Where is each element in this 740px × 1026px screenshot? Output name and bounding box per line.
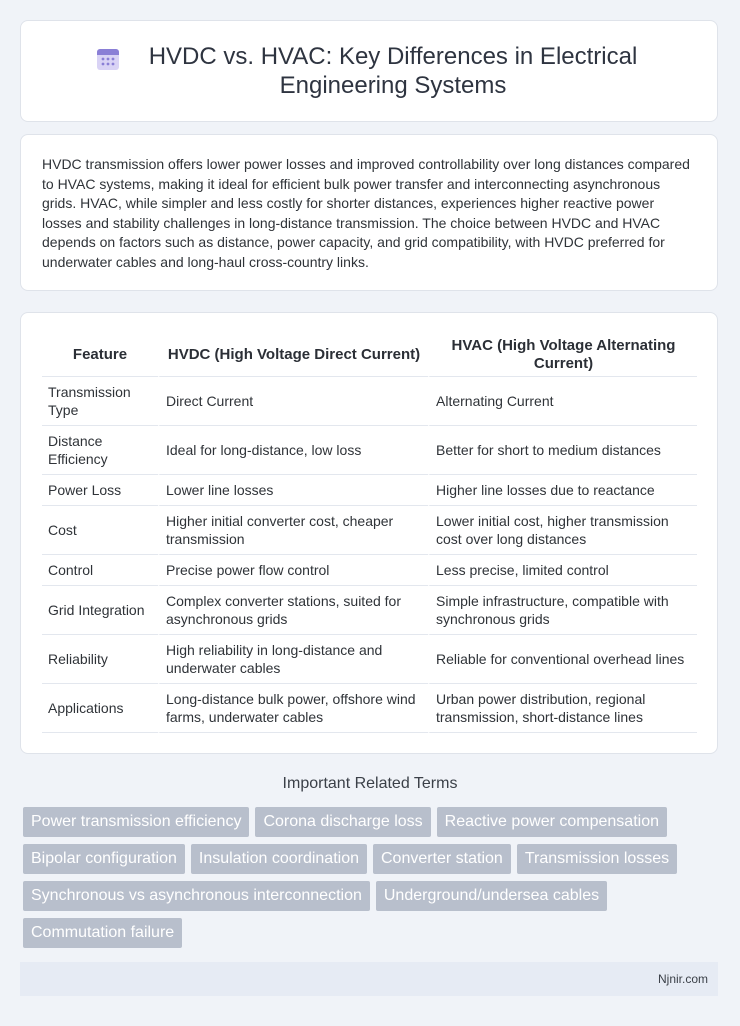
related-term-tag[interactable]: Underground/undersea cables [376, 881, 607, 911]
table-cell-feature: Reliability [42, 635, 158, 684]
table-header-hvdc: HVDC (High Voltage Direct Current) [158, 333, 428, 377]
title-wrap [95, 42, 643, 100]
table-cell-hvac: Reliable for conventional overhead lines [428, 635, 697, 684]
related-term-tag[interactable]: Transmission losses [517, 844, 677, 874]
related-term-tag[interactable]: Bipolar configuration [23, 844, 185, 874]
table-cell-hvac: Alternating Current [428, 377, 697, 426]
table-cell-hvdc: Precise power flow control [158, 555, 428, 586]
comparison-card [20, 312, 718, 754]
related-term-tag[interactable]: Synchronous vs asynchronous interconnection [23, 881, 370, 911]
table-cell-feature: Control [42, 555, 158, 586]
table-row [42, 684, 697, 733]
table-cell-feature: Distance Efficiency [42, 426, 158, 475]
table-header-row [42, 333, 697, 377]
table-cell-hvdc: High reliability in long-distance and underwater cables [158, 635, 428, 684]
title-card [20, 20, 718, 122]
related-term-tag[interactable]: Reactive power compensation [437, 807, 667, 837]
table-cell-feature: Applications [42, 684, 158, 733]
summary-text: HVDC transmission offers lower power losses and improved controllability over long distances compared to HVAC systems, making it ideal for efficient bulk power transfer and interconnecting asynchronous grids. HVAC, while simpler and less costly for shorter distances, experiences higher reactive power losses and stability challenges in long-distance transmission. The choice between HVDC and HVAC depends on factors such as distance, power capacity, and grid compatibility, with HVDC preferred for underwater cables and long-haul cross-country links. [42, 156, 690, 270]
table-cell-hvac: Less precise, limited control [428, 555, 697, 586]
table-cell-hvdc: Long-distance bulk power, offshore wind farms, underwater cables [158, 684, 428, 733]
related-term-tag[interactable]: Corona discharge loss [255, 807, 430, 837]
summary-card [20, 134, 718, 291]
table-cell-hvac: Simple infrastructure, compatible with synchronous grids [428, 586, 697, 635]
related-term-tag[interactable]: Insulation coordination [191, 844, 367, 874]
table-cell-feature: Grid Integration [42, 586, 158, 635]
related-terms-title: Important Related Terms [282, 775, 458, 792]
table-row [42, 377, 697, 426]
table-cell-hvdc: Higher initial converter cost, cheaper transmission [158, 506, 428, 555]
related-term-tag[interactable]: Commutation failure [23, 918, 182, 948]
table-header-hvac: HVAC (High Voltage Alternating Current) [428, 333, 697, 377]
related-terms-list [23, 807, 723, 955]
table-cell-feature: Transmission Type [42, 377, 158, 426]
table-header-feature: Feature [42, 333, 158, 377]
calendar-icon [95, 46, 121, 72]
table-row [42, 635, 697, 684]
table-cell-hvdc: Complex converter stations, suited for asynchronous grids [158, 586, 428, 635]
table-row [42, 506, 697, 555]
page-title: HVDC vs. HVAC: Key Differences in Electrical Engineering Systems [148, 43, 638, 99]
related-term-tag[interactable]: Converter station [373, 844, 511, 874]
table-row [42, 555, 697, 586]
related-term-tag[interactable]: Power transmission efficiency [23, 807, 249, 837]
footer [20, 962, 718, 996]
table-row [42, 586, 697, 635]
table-cell-feature: Cost [42, 506, 158, 555]
table-cell-feature: Power Loss [42, 475, 158, 506]
table-cell-hvdc: Direct Current [158, 377, 428, 426]
table-body [42, 377, 697, 733]
footer-site: Njnir.com [657, 972, 708, 986]
table-cell-hvac: Higher line losses due to reactance [428, 475, 697, 506]
table-row [42, 475, 697, 506]
table-cell-hvac: Better for short to medium distances [428, 426, 697, 475]
comparison-table [42, 333, 697, 733]
table-cell-hvac: Urban power distribution, regional transmission, short-distance lines [428, 684, 697, 733]
table-cell-hvdc: Lower line losses [158, 475, 428, 506]
table-cell-hvdc: Ideal for long-distance, low loss [158, 426, 428, 475]
table-cell-hvac: Lower initial cost, higher transmission cost over long distances [428, 506, 697, 555]
table-row [42, 426, 697, 475]
